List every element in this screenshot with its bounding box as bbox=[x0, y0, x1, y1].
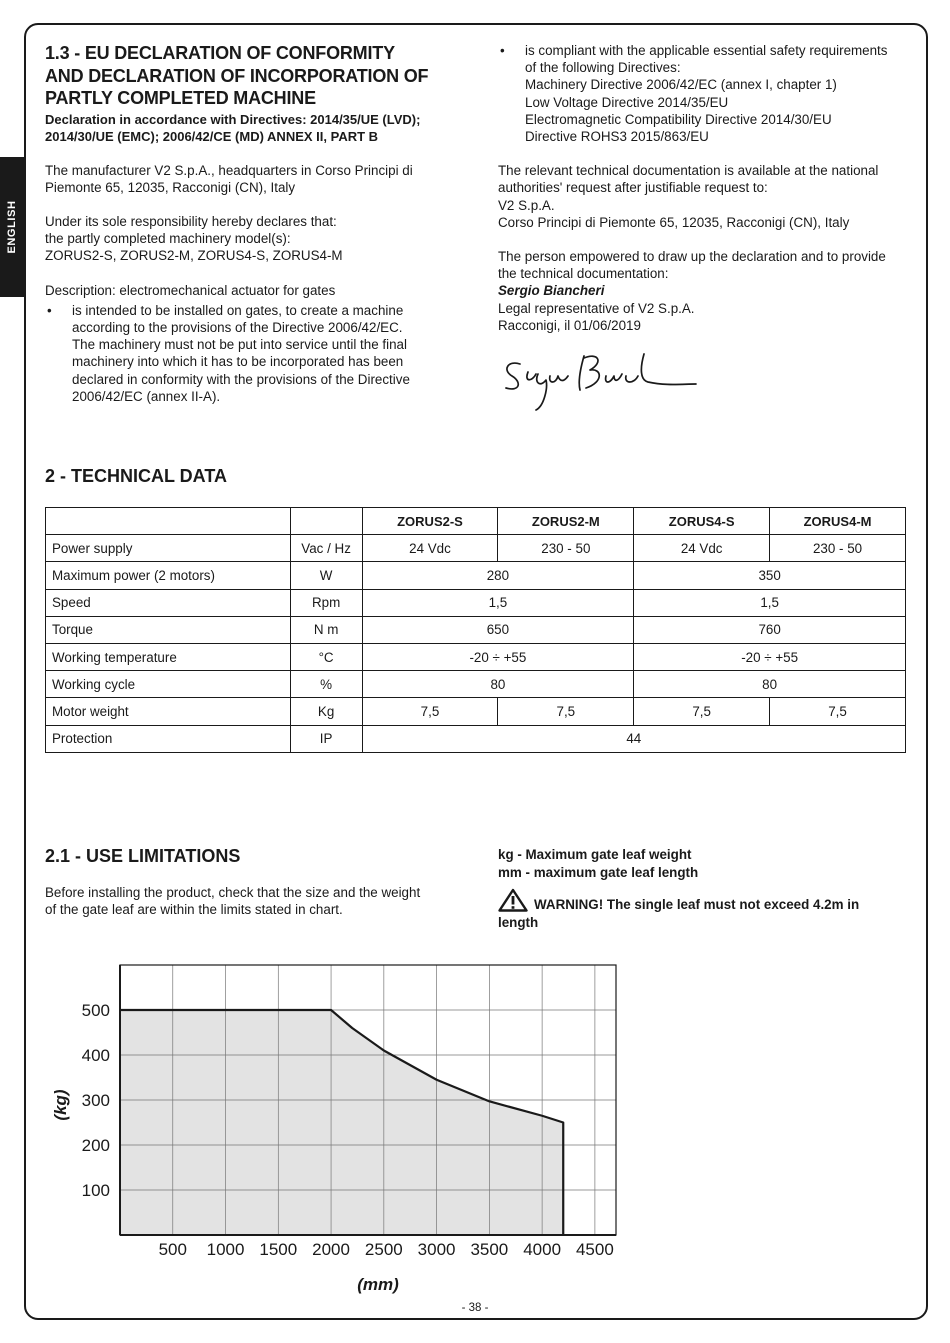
table-cell: 1,5 bbox=[362, 589, 634, 616]
table-cell: 350 bbox=[634, 562, 906, 589]
table-row bbox=[46, 643, 906, 670]
row-label: Protection bbox=[46, 725, 291, 752]
x-tick-label: 2000 bbox=[312, 1240, 350, 1259]
table-row bbox=[46, 589, 906, 616]
header-model: ZORUS2-M bbox=[498, 508, 634, 535]
documentation-text: The relevant technical documentation is available at the national authorities' request after justifiable request to: V2 S.p.A. Corso Principi di Piemonte 65, 12035, Racconigi (CN), Italy bbox=[498, 163, 879, 230]
row-label: Speed bbox=[46, 589, 291, 616]
header-empty-cell bbox=[290, 508, 362, 535]
declaration-title: 1.3 - EU DECLARATION OF CONFORMITY AND DECLARATION OF INCORPORATION OF PARTLY COMPLETED MACHINE bbox=[45, 43, 429, 108]
row-unit: W bbox=[290, 562, 362, 589]
y-tick-label: 300 bbox=[81, 1091, 110, 1110]
description-text: Description: electromechanical actuator for gates bbox=[45, 282, 336, 298]
declaration-subtitle: Declaration in accordance with Directives: 2014/35/UE (LVD); 2014/30/UE (EMC); 2006/42/CE (MD) ANNEX II, PART B bbox=[45, 111, 421, 144]
table-row bbox=[46, 535, 906, 562]
use-limitations-chart bbox=[40, 955, 640, 1300]
x-axis-label: (mm) bbox=[357, 1275, 399, 1294]
table-cell: 760 bbox=[634, 616, 906, 643]
signer-role: Legal representative of V2 S.p.A. bbox=[498, 300, 695, 316]
header-model: ZORUS4-M bbox=[770, 508, 906, 535]
row-label: Working temperature bbox=[46, 643, 291, 670]
language-tab-label: ENGLISH bbox=[6, 200, 18, 254]
bullet-dot: • bbox=[500, 43, 505, 58]
table-row bbox=[46, 671, 906, 698]
declares-text: Under its sole responsibility hereby declares that: the partly completed machinery model(s): ZORUS2-S, ZORUS2-M, ZORUS4-S, ZORUS4-M bbox=[45, 213, 343, 264]
row-unit: N m bbox=[290, 616, 362, 643]
table-cell: 80 bbox=[362, 671, 634, 698]
x-tick-label: 1000 bbox=[206, 1240, 245, 1259]
header-model: ZORUS2-S bbox=[362, 508, 498, 535]
technical-data-table bbox=[45, 507, 906, 753]
x-tick-label: 2500 bbox=[364, 1240, 403, 1259]
table-cell: 80 bbox=[634, 671, 906, 698]
row-label: Working cycle bbox=[46, 671, 291, 698]
signature-image bbox=[498, 348, 698, 420]
table-cell: 230 - 50 bbox=[498, 535, 634, 562]
table-cell: -20 ÷ +55 bbox=[362, 643, 634, 670]
x-tick-label: 1500 bbox=[259, 1240, 298, 1259]
table-row bbox=[46, 616, 906, 643]
place-date: Racconigi, il 01/06/2019 bbox=[498, 317, 641, 333]
x-tick-label: 4000 bbox=[523, 1240, 562, 1259]
table-cell: 24 Vdc bbox=[634, 535, 770, 562]
table-cell: 44 bbox=[362, 725, 905, 752]
header-empty-cell bbox=[46, 508, 291, 535]
row-label: Torque bbox=[46, 616, 291, 643]
x-tick-label: 500 bbox=[158, 1240, 187, 1259]
empowered-text: The person empowered to draw up the declaration and to provide the technical documentation: Sergio Biancheri Legal representative of V2 S.p.A. Racconigi, il 01/06/2019 bbox=[498, 248, 918, 334]
y-tick-label: 100 bbox=[81, 1181, 110, 1200]
row-label: Motor weight bbox=[46, 698, 291, 725]
x-tick-label: 3500 bbox=[470, 1240, 509, 1259]
row-label: Maximum power (2 motors) bbox=[46, 562, 291, 589]
table-row bbox=[46, 725, 906, 752]
chart-legend: kg - Maximum gate leaf weight mm - maximum gate leaf length bbox=[498, 847, 699, 880]
signer-name: Sergio Biancheri bbox=[498, 283, 605, 299]
bullet-dot: • bbox=[47, 302, 52, 318]
table-cell: 280 bbox=[362, 562, 634, 589]
table-cell: 650 bbox=[362, 616, 634, 643]
header-model: ZORUS4-S bbox=[634, 508, 770, 535]
row-unit: Rpm bbox=[290, 589, 362, 616]
installation-bullet: • is intended to be installed on gates, to create a machine according to the provisions of the Directive 2006/42/EC. The machinery must not be put into service until the final machinery into which it has to be incorporated has been declared in conformity with the provisions of the Directive 2006/42/EC (annex II-A). bbox=[47, 302, 410, 404]
row-unit: °C bbox=[290, 643, 362, 670]
declaration-left-column bbox=[45, 42, 455, 405]
table-cell: -20 ÷ +55 bbox=[634, 643, 906, 670]
use-limitations-title: 2.1 - USE LIMITATIONS bbox=[45, 846, 241, 866]
row-unit: IP bbox=[290, 725, 362, 752]
row-unit: Kg bbox=[290, 698, 362, 725]
x-tick-label: 3000 bbox=[417, 1240, 456, 1259]
use-limitations-text: Before installing the product, check that the size and the weight of the gate leaf are within the limits stated in chart. bbox=[45, 885, 421, 918]
table-row bbox=[46, 562, 906, 589]
y-tick-label: 400 bbox=[81, 1046, 110, 1065]
row-unit: Vac / Hz bbox=[290, 535, 362, 562]
table-cell: 7,5 bbox=[362, 698, 498, 725]
table-cell: 7,5 bbox=[770, 698, 906, 725]
table-cell: 24 Vdc bbox=[362, 535, 498, 562]
limit-area bbox=[120, 1010, 563, 1235]
row-label: Power supply bbox=[46, 535, 291, 562]
y-axis-label: (kg) bbox=[51, 1089, 70, 1121]
technical-data-title: 2 - TECHNICAL DATA bbox=[45, 466, 227, 486]
x-tick-label: 4500 bbox=[575, 1240, 614, 1259]
table-cell: 230 - 50 bbox=[770, 535, 906, 562]
warning-text: WARNING! The single leaf must not exceed 4.2m in length bbox=[498, 888, 898, 931]
y-tick-label: 500 bbox=[81, 1001, 110, 1020]
compliance-bullet: • is compliant with the applicable essential safety requirements of the following Directives: Machinery Directive 2006/42/EC (annex I, chapter 1) Low Voltage Directive 2014/35/EU Electromagnetic Compatibility Directive 2014/30/EU Directive ROHS3 2015/863/EU bbox=[500, 43, 888, 145]
table-cell: 1,5 bbox=[634, 589, 906, 616]
warning-triangle-icon bbox=[498, 888, 528, 912]
table-header-row bbox=[46, 508, 906, 535]
language-tab bbox=[0, 157, 24, 297]
page-number: - 38 - bbox=[461, 1302, 489, 1314]
row-unit: % bbox=[290, 671, 362, 698]
table-cell: 7,5 bbox=[498, 698, 634, 725]
y-tick-label: 200 bbox=[81, 1136, 110, 1155]
table-row bbox=[46, 698, 906, 725]
declaration-right-column bbox=[498, 42, 918, 334]
manufacturer-text: The manufacturer V2 S.p.A., headquarters in Corso Principi di Piemonte 65, 12035, Racconigi (CN), Italy bbox=[45, 162, 413, 195]
table-cell: 7,5 bbox=[634, 698, 770, 725]
